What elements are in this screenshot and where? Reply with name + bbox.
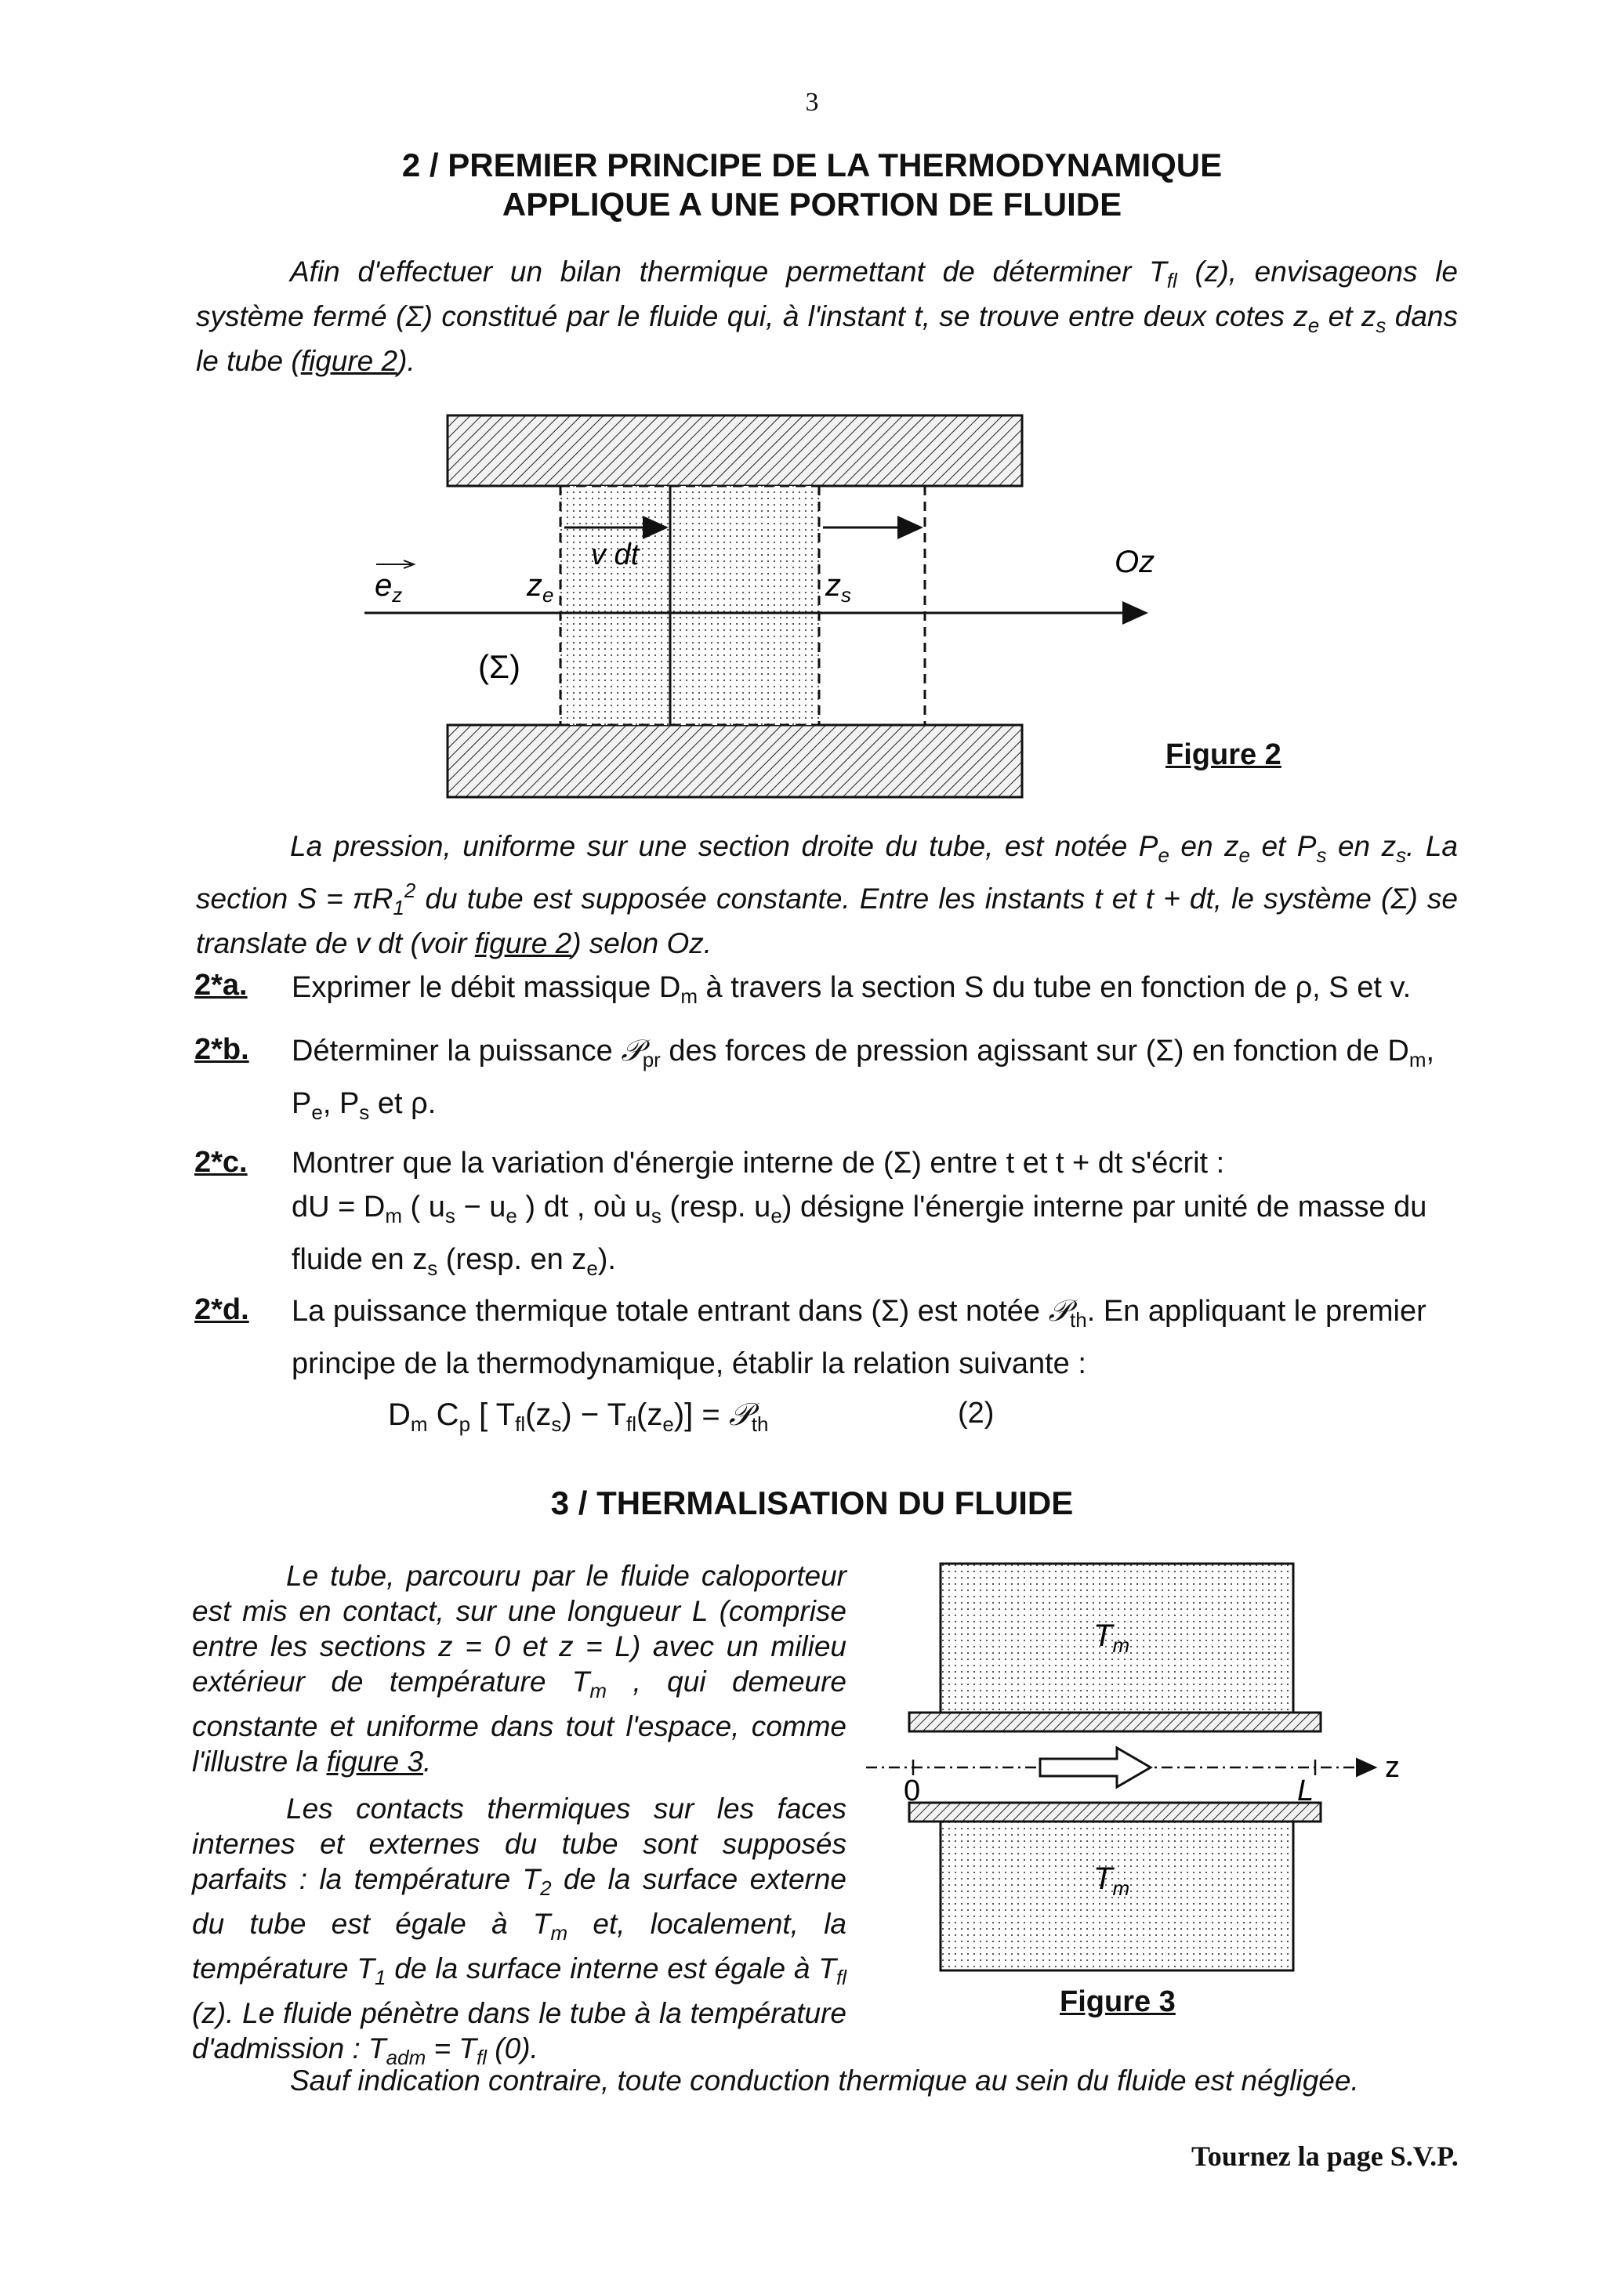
length-label: L (1297, 1774, 1314, 1807)
zs-label: $z_s$ (825, 568, 851, 607)
origin-label: 0 (904, 1774, 921, 1807)
pressure-paragraph: La pression, uniforme sur une section droite du tube, est notée $P_e$ en $z_e$ et $P_s$ en $z_s$. La section $S = \pi R_1^2$ du tube est supposée constante. Entre les instants t et t + dt, le système (Σ) se translate de v dt (voir figure 2) selon Oz. (196, 830, 1459, 959)
intro-paragraph: Afin d'effectuer un bilan thermique permettant de déterminer $T_{fl}$ (z), envisageons le système fermé (Σ) constitué par le fluide qui, à l'instant t, se trouve entre deux cotes $z_e$ et $z_s$ dans le tube (figure 2). (196, 256, 1458, 377)
flow-arrow-icon (1040, 1748, 1151, 1787)
equation-2: $D_m$ $C_p$ [ $T_{fl}(z_s) - T_{fl}(z_e)$] = 𝒫$_{th}$ (388, 1397, 769, 1436)
footer-turn-page: Tournez la page S.V.P. (1191, 2141, 1459, 2172)
section-3-title: 3 / THERMALISATION DU FLUIDE (550, 1484, 1074, 1521)
page-number: 3 (805, 88, 819, 117)
ze-label: $z_e$ (527, 568, 554, 607)
section-3-paragraph-1: Le tube, parcouru par le fluide caloporteur est mis en contact, sur une longueur L (comprise entre les sections z = 0 et z = L) avec un milieu extérieur de température $T_m$ , qui demeure constante et uniforme dans tout l'espace, comme l'illustre la figure 3. (192, 1560, 846, 1778)
tm-bottom-label: $T_m$ (1093, 1861, 1130, 1900)
z-label: z (1385, 1751, 1400, 1784)
question-2d-text: La puissance thermique totale entrant dans (Σ) est notée 𝒫$_{th}$. En appliquant le premier principe de la thermodynamique, établir la relation suivante : (292, 1293, 1426, 1380)
tube-wall-top (448, 415, 1022, 486)
final-note: Sauf indication contraire, toute conduction thermique au sein du fluide est négligée. (290, 2064, 1359, 2097)
equation-number: (2) (958, 1397, 995, 1430)
question-2c-text: Montrer que la variation d'énergie interne de (Σ) entre t et t + dt s'écrit : dU = $D_m$ ( $u_s - u_e$ ) dt , où $u_s$ (resp. $u_e$) désigne l'énergie interne par unité de masse du fluide en $z_s$ (resp. en $z_e$). (292, 1147, 1427, 1280)
oz-label: Oz (1115, 545, 1155, 579)
tm-top-label: $T_m$ (1093, 1619, 1130, 1657)
ez-label: $e_z$ (375, 568, 403, 607)
section-2-title-line1: 2 / PREMIER PRINCIPE DE LA THERMODYNAMIQUE (401, 147, 1223, 183)
question-2a-text: Exprimer le débit massique $D_m$ à travers la section S du tube en fonction de ρ, S et v. (292, 971, 1412, 1008)
question-2c-label: 2*c. (194, 1146, 248, 1179)
fluid-system-region (560, 486, 819, 725)
section-2-title-line2: APPLIQUE A UNE PORTION DE FLUIDE (502, 186, 1122, 223)
question-2d-label: 2*d. (194, 1293, 249, 1326)
tube-wall-top (909, 1713, 1321, 1731)
question-2b-label: 2*b. (194, 1033, 249, 1066)
tube-wall-bottom (448, 725, 1022, 797)
tube-wall-bottom (909, 1803, 1321, 1822)
figure-3-caption: Figure 3 (1060, 1985, 1176, 2018)
sigma-label: (Σ) (478, 648, 520, 685)
figure-2-caption: Figure 2 (1165, 738, 1281, 771)
vdt-label: v dt (591, 538, 640, 571)
figure-3 (858, 1556, 1423, 1995)
question-2b-text: Déterminer la puissance 𝒫$_{pr}$ des forces de pression agissant sur (Σ) en fonction de $D_m$, $P_e$, $P_s$ et ρ. (292, 1033, 1435, 1124)
section-3-paragraph-2: Les contacts thermiques sur les faces internes et externes du tube sont supposés parfaits : la température $T_2$ de la surface externe du tube est égale à $T_m$ et, localement, la température $T_1$ de la surface interne est égale à $T_{fl}$ (z). Le fluide pénètre dans le tube à la température d'admission : $T_{adm} = T_{fl}$ (0). (192, 1793, 846, 2069)
question-2a-label: 2*a. (194, 969, 248, 1002)
